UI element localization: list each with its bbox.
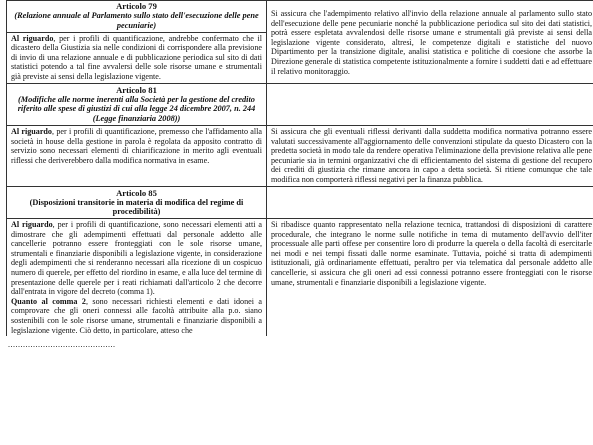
observation-text [11,297,262,335]
article-body-row [7,219,593,337]
article-header-row [7,186,593,219]
document-page [6,0,591,350]
article-header-cell [7,83,267,125]
observation-body: , per i profili di quantificazione, sono necessari elementi atti a dimostrare che gli adempimenti effettuati dal personale addetto alle cancellerie potranno essere fronteggiati con le sole risorse umane, strumentali e finanziarie disponibili a legislazione vigente, in considerazione degli adempimenti che si renderanno necessari alla ricezione di un cospicuo numero di querele, per effetto del riordino in esame, e alla luce del termine di presentazione delle querele per i reati richiamati dall'articolo 2 che decorre dall'entrata in vigore del decreto (comma 1). [11,220,262,297]
article-title: Articolo 85 [116,187,157,198]
article-subtitle: (Disposizioni transitorie in materia di modifica del regime di procedibilità) [29,197,244,217]
article-header-row [7,83,593,125]
observation-lead: Al riguardo [11,220,53,230]
response-text: Si ribadisce quanto rappresentato nella relazione tecnica, trattandosi di disposizioni di carattere procedurale, che integrano le norme sulle notifiche in tema di mutamento dell'avvio dell'iter processuale alle parti offese per consentire loro di produrre la querela o della facoltà di esercitarle nei modi e nei tempi fissati dalle norme esaminate. Tuttavia, poiché si tratta di adempimenti istituzionali, già ordinariamente effettuati, peraltro per via telematica dal personale addetto alle cancellerie, si assicura che gli oneri ad essi connessi potranno essere fronteggiati con le risorse umane, strumentali e finanziarie disponibili a legislazione vigente. [271,220,592,287]
response-text: Si assicura che l'adempimento relativo all'invio della relazione annuale al parlamento sullo stato dell'esecuzione delle pene pecuniarie nonché la pubblicazione periodica sul sito dei dati statistici, potrà essere espletata avvalendosi delle risorse umane e strumentali già previste ai sensi della legislazione vigente considerato, altresì, le competenze digitali e statistiche del nuovo Dipartimento per la transizione digitale, analisi statistica e politiche di coesione che assorbe la Direzione generale di statistica competente istituzionalmente a fornire i suddetti dati e ad effettuare il relativo monitoraggio. [271,9,592,76]
article-subtitle: (Relazione annuale al Parlamento sullo stato dell'esecuzione delle pene pecuniarie) [14,11,259,30]
response-cell [267,1,593,84]
article-header-cell [7,1,267,33]
observation-text [11,34,262,82]
response-cell [267,125,593,186]
observation-lead: Quanto al comma 2 [11,296,86,306]
observation-body: , per i profili di quantificazione, premesso che l'affidamento alla società in house della gestione in parola è regolata da apposito contratto di servizio sono necessari elementi di chiarificazione in merito agli eventuali riflessi che deriverebbero dalla modifica normativa in esame. [11,126,262,165]
article-header-row [7,1,593,33]
observation-body: , per i profili di quantificazione, andrebbe confermato che il dicastero della Giustizia sia nelle condizioni di corrispondere alla previsione di invio di una relazione annuale e di pubblicazione periodica sul sito di dati statistici potendo a tal fine avvalersi delle sole risorse umane e strumentali già previste ai sensi della legislazione vigente. [11,33,262,81]
observation-lead: Al riguardo [11,33,54,43]
empty-cell [267,186,593,219]
observation-text [11,127,262,165]
observation-cell [7,219,267,337]
article-title: Articolo 79 [116,1,157,11]
article-header-cell [7,186,267,219]
response-cell [267,219,593,337]
response-text: Si assicura che gli eventuali riflessi derivanti dalla suddetta modifica normativa potranno essere valutati successivamente all'aggiornamento delle convenzioni stipulate da questo Dicastero con la predetta società in modo tale da rendere operativa l'eliminazione della previsione relativa alle pene pecuniarie sia in termini organizzativi che di efficientamento del sistema di gestione del recupero dei crediti di giustizia che rimane ancora in capo a detta società. Si ritiene comunque che tale modifica non comporterà riflessi negativi per la finanza pubblica. [271,126,592,184]
article-subtitle: (Modifiche alle norme inerenti alla Società per la gestione del credito riferito alle spese di giustizi di cui alla legge 24 dicembre 2007, n. 244 (Legge finanziaria 2008)) [17,94,256,124]
continuation-ellipsis: ........................................... [8,340,116,350]
observation-cell [7,125,267,186]
observation-body: , sono necessari richiesti elementi e dati idonei a comprovare che gli oneri connessi alle facoltà attribuite alla p.o. siano sostenibili con le sole risorse umane, strumentali e finanziarie disponibili a legislazione vigente. Ciò detto, in particolare, atteso che [11,296,263,335]
article-body-row [7,125,593,186]
observation-cell [7,32,267,83]
empty-cell [267,83,593,125]
article-title: Articolo 81 [116,84,157,95]
comparison-table [6,0,593,336]
observation-lead: Al riguardo [11,126,52,136]
observation-text [11,220,262,297]
